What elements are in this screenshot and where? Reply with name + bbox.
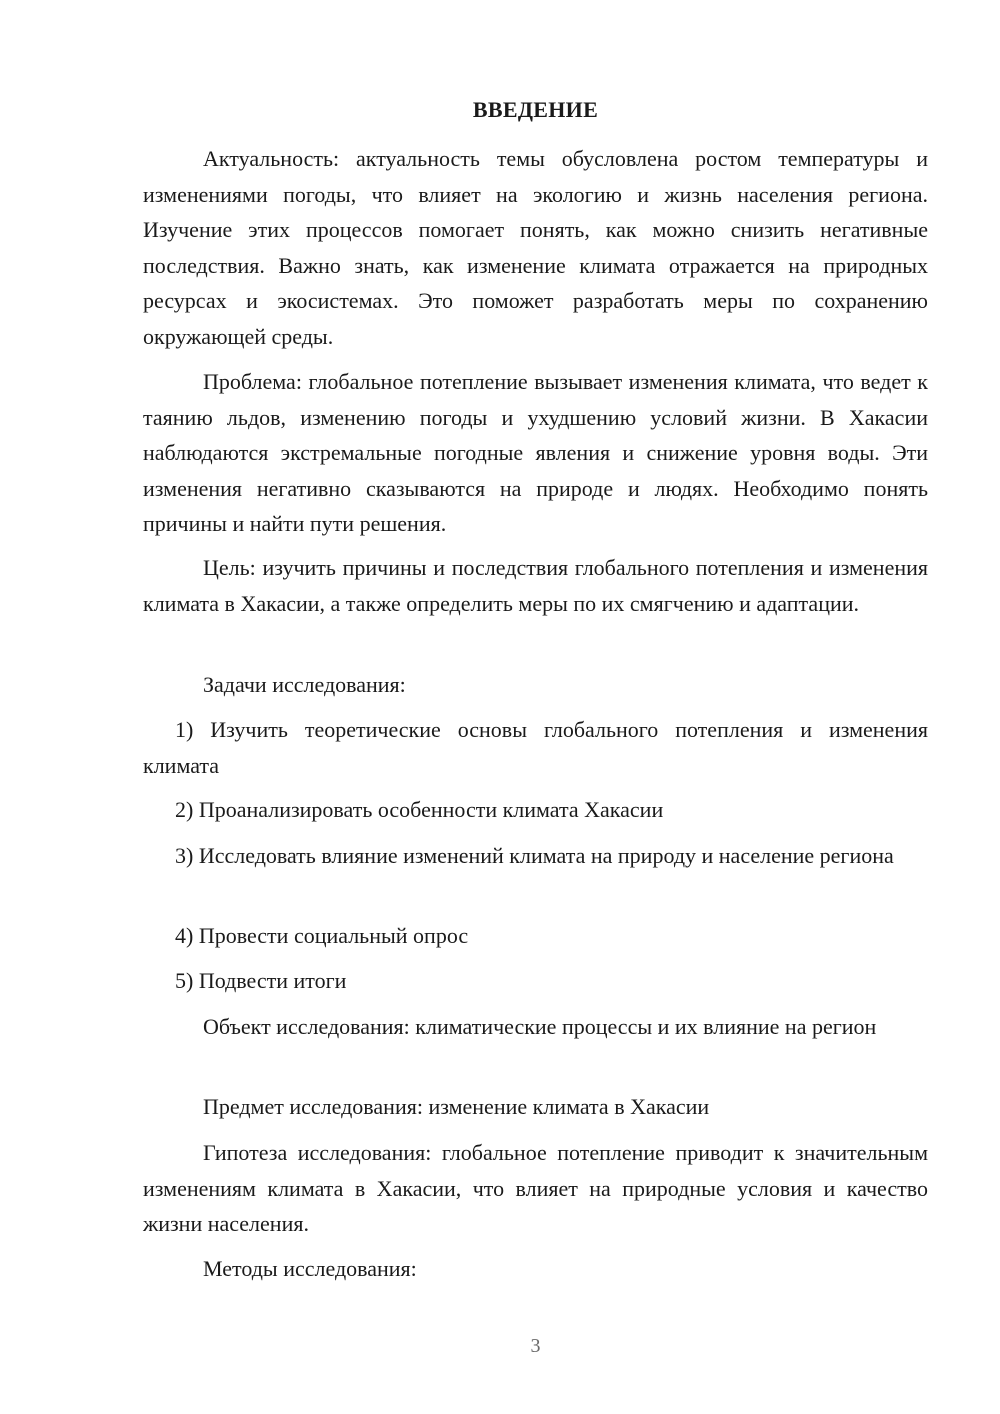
page-number: 3	[530, 1335, 541, 1357]
subject-paragraph: Предмет исследования: изменение климата в Хакасии	[203, 1094, 710, 1119]
methods-heading: Методы исследования:	[203, 1256, 417, 1281]
relevance-paragraph: Актуальность: актуальность темы обусловлена ростом температуры и изменениями погоды, что влияет на экологию и жизнь населения региона. Изучение этих процессов помогает понять, как можно снизить негативные последствия. Важно знать, как изменение климата отражается на природных ресурсах и экосистемах. Это поможет разработать меры по сохранению окружающей среды.	[143, 146, 928, 349]
task-item-4: 4) Провести социальный опрос	[175, 923, 469, 948]
page-title: ВВЕДЕНИЕ	[472, 97, 599, 122]
task-item-5: 5) Подвести итоги	[175, 968, 347, 993]
problem-paragraph: Проблема: глобальное потепление вызывает изменения климата, что ведет к таянию льдов, изменению погоды и ухудшению условий жизни. В Хакасии наблюдаются экстремальные погодные явления и снижение уровня воды. Эти изменения негативно сказываются на природе и людях. Необходимо понять причины и найти пути решения.	[143, 369, 928, 536]
task-item-3: 3) Исследовать влияние изменений климата на природу и население региона	[175, 843, 894, 868]
document-page	[143, 0, 928, 1414]
tasks-heading: Задачи исследования:	[203, 672, 406, 697]
task-item-2: 2) Проанализировать особенности климата Хакасии	[175, 797, 664, 822]
object-paragraph: Объект исследования: климатические процессы и их влияние на регион	[203, 1014, 877, 1039]
task-item-1: 1) Изучить теоретические основы глобального потепления и изменения климата	[143, 717, 928, 778]
goal-paragraph: Цель: изучить причины и последствия глобального потепления и изменения климата в Хакасии, а также определить меры по их смягчению и адаптации.	[143, 555, 928, 616]
hypothesis-paragraph: Гипотеза исследования: глобальное потепление приводит к значительным изменениям климата в Хакасии, что влияет на природные условия и качество жизни населения.	[143, 1140, 928, 1236]
